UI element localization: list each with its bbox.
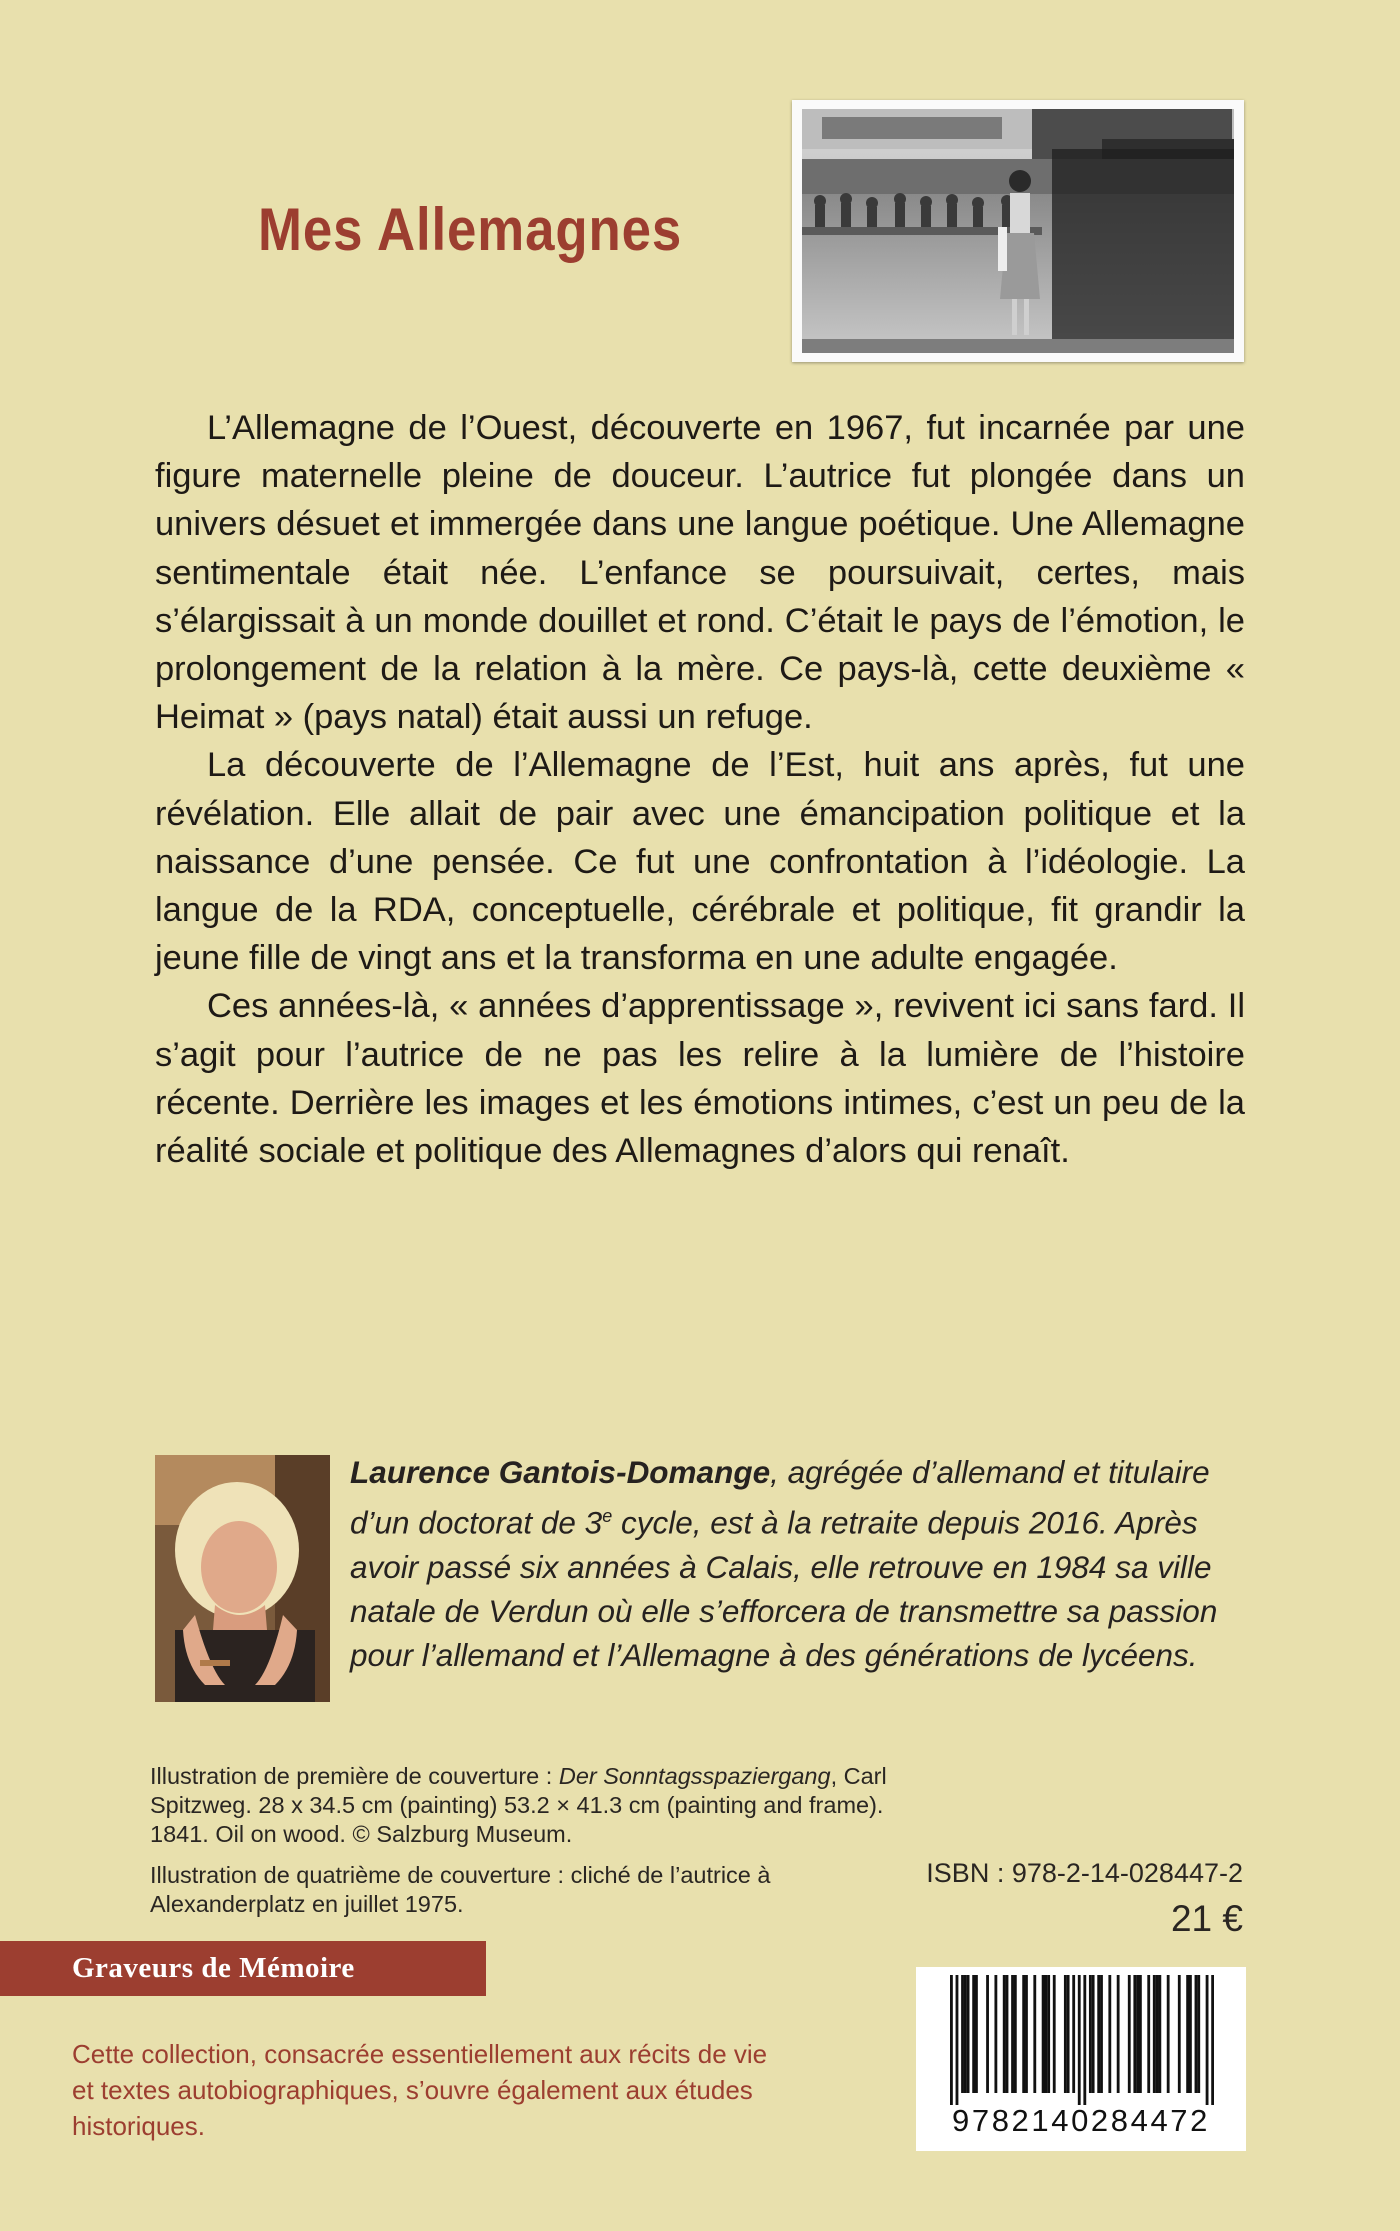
barcode-bar bbox=[1211, 1975, 1214, 2105]
barcode-bar bbox=[1178, 1975, 1181, 2093]
barcode-bar bbox=[1128, 1975, 1131, 2093]
illustration-credits bbox=[150, 1762, 910, 1931]
barcode-bar bbox=[972, 1975, 975, 2093]
barcode-bar bbox=[1136, 1975, 1139, 2093]
barcode-bar bbox=[1156, 1975, 1159, 2093]
barcode-bar bbox=[1153, 1975, 1156, 2093]
barcode-bar bbox=[1158, 1975, 1161, 2093]
barcode-bar bbox=[975, 1975, 978, 2093]
barcode-bar bbox=[1189, 1975, 1192, 2093]
barcode-bar bbox=[1025, 1975, 1028, 2093]
barcode-bar bbox=[1072, 1975, 1075, 2093]
barcode-bar bbox=[1108, 1975, 1111, 2093]
barcode-bar bbox=[1064, 1975, 1067, 2093]
barcode-bar bbox=[1006, 1975, 1009, 2093]
front-cover-artwork-title: Der Sonntagsspaziergang bbox=[558, 1763, 831, 1789]
collection-description: Cette collection, consacrée essentiellement aux récits de vie et textes autobiographiques, s’ouvre également aux études historiques. bbox=[72, 2039, 768, 2141]
barcode-bars bbox=[950, 1975, 1214, 2105]
barcode-bar bbox=[1195, 1975, 1198, 2093]
barcode-bar bbox=[1197, 1975, 1200, 2093]
barcode-bar bbox=[961, 1975, 964, 2093]
author-bio-text-continued: cycle, est à la retraite depuis 2016. Après avoir passé six années à Calais, elle retrouve en 1984 sa ville natale de Verdun où elle s’efforcera de transmettre sa passion pour l’allemand et l’Allemagne à des générations de lycéens. bbox=[350, 1504, 1218, 1674]
barcode-bar bbox=[986, 1975, 989, 2093]
author-bio bbox=[350, 1450, 1245, 1678]
barcode-bar bbox=[1097, 1975, 1100, 2093]
author-portrait-image bbox=[155, 1455, 330, 1702]
barcode-bar bbox=[964, 1975, 967, 2093]
barcode-bar bbox=[1167, 1975, 1170, 2093]
back-cover-credit: Illustration de quatrième de couverture : cliché de l’autrice à Alexanderplatz en juillet 1975. bbox=[150, 1862, 771, 1917]
author-name: Laurence Gantois-Domange bbox=[350, 1454, 771, 1490]
collection-name: Graveurs de Mémoire bbox=[72, 1952, 355, 1984]
barcode-bar bbox=[967, 1975, 970, 2093]
barcode-bar bbox=[1206, 1975, 1209, 2105]
barcode-bar bbox=[1186, 1975, 1189, 2093]
synopsis-paragraph: L’Allemagne de l’Ouest, découverte en 1967, fut incarnée par une figure maternelle pleine de douceur. L’autrice fut plongée dans un univers désuet et immergée dans une langue poétique. Une Allemagne sentimentale était née. L’enfance se poursuivait, certes, mais s’élargissait à un monde douillet et rond. C’était le pays de l’émotion, le prolongement de la relation à la mère. Ce pays-là, cette deuxième « Heimat » (pays natal) était aussi un refuge. bbox=[155, 409, 1245, 737]
barcode-bar bbox=[1022, 1975, 1025, 2093]
barcode-bar bbox=[1139, 1975, 1142, 2093]
barcode-bar bbox=[1011, 1975, 1014, 2093]
photo-image bbox=[802, 109, 1234, 353]
front-cover-credit-details: , Carl Spitzweg. 28 x 34.5 cm (painting) 53.2 × 41.3 cm (painting and frame). 1841. Oil on wood. © Salzburg Museum. bbox=[150, 1763, 887, 1847]
author-bio-superscript: e bbox=[602, 1506, 613, 1527]
barcode-bar bbox=[1092, 1975, 1095, 2093]
author-portrait bbox=[155, 1455, 330, 1702]
barcode-bar bbox=[1083, 1975, 1086, 2105]
barcode-bar bbox=[1044, 1975, 1047, 2093]
synopsis-paragraph: La découverte de l’Allemagne de l’Est, huit ans après, fut une révélation. Elle allait de pair avec une émancipation politique et la naissance d’une pensée. Ce fut une confrontation à l’idéologie. La langue de la RDA, conceptuelle, cérébrale et politique, fit grandir la jeune fille de vingt ans et la transforma en une adulte engagée. bbox=[155, 746, 1245, 978]
cover-photo-alexanderplatz bbox=[792, 100, 1244, 362]
barcode-bar bbox=[1042, 1975, 1045, 2093]
book-title: Mes Allemagnes bbox=[258, 196, 683, 263]
barcode-bar bbox=[1089, 1975, 1092, 2093]
barcode-bar bbox=[1078, 1975, 1081, 2105]
barcode-bar bbox=[956, 1975, 959, 2105]
barcode-bar bbox=[1117, 1975, 1120, 2093]
barcode bbox=[916, 1967, 1246, 2151]
barcode-bar bbox=[1053, 1975, 1056, 2093]
barcode-bar bbox=[1033, 1975, 1036, 2093]
barcode-digits: 9782140284472 bbox=[952, 2103, 1210, 2138]
barcode-bar bbox=[1067, 1975, 1070, 2093]
barcode-bar bbox=[1133, 1975, 1136, 2093]
front-cover-credit bbox=[150, 1762, 910, 1849]
barcode-bar bbox=[994, 1975, 997, 2093]
barcode-bar bbox=[1014, 1975, 1017, 2093]
synopsis bbox=[155, 404, 1245, 1175]
price: 21 € bbox=[1170, 1898, 1243, 1939]
front-cover-credit-prefix: Illustration de première de couverture : bbox=[150, 1763, 559, 1789]
synopsis-paragraph: Ces années-là, « années d’apprentissage », revivent ici sans fard. Il s’agit pour l’autrice de ne pas les relire à la lumière de l’histoire récente. Derrière les images et les émotions intimes, c’est un peu de la réalité sociale et politique des Allemagnes d’alors qui renaît. bbox=[155, 987, 1245, 1171]
barcode-bar bbox=[1147, 1975, 1150, 2093]
collection-band bbox=[0, 1941, 486, 1996]
barcode-bar bbox=[1003, 1975, 1006, 2093]
author-bio-text: , agrégée d’allemand et titulaire d’un doctorat de 3 bbox=[350, 1454, 1210, 1541]
isbn: ISBN : 978-2-14-028447-2 bbox=[926, 1858, 1243, 1888]
barcode-bar bbox=[950, 1975, 953, 2105]
barcode-bar bbox=[1047, 1975, 1050, 2093]
barcode-bar bbox=[1100, 1975, 1103, 2093]
